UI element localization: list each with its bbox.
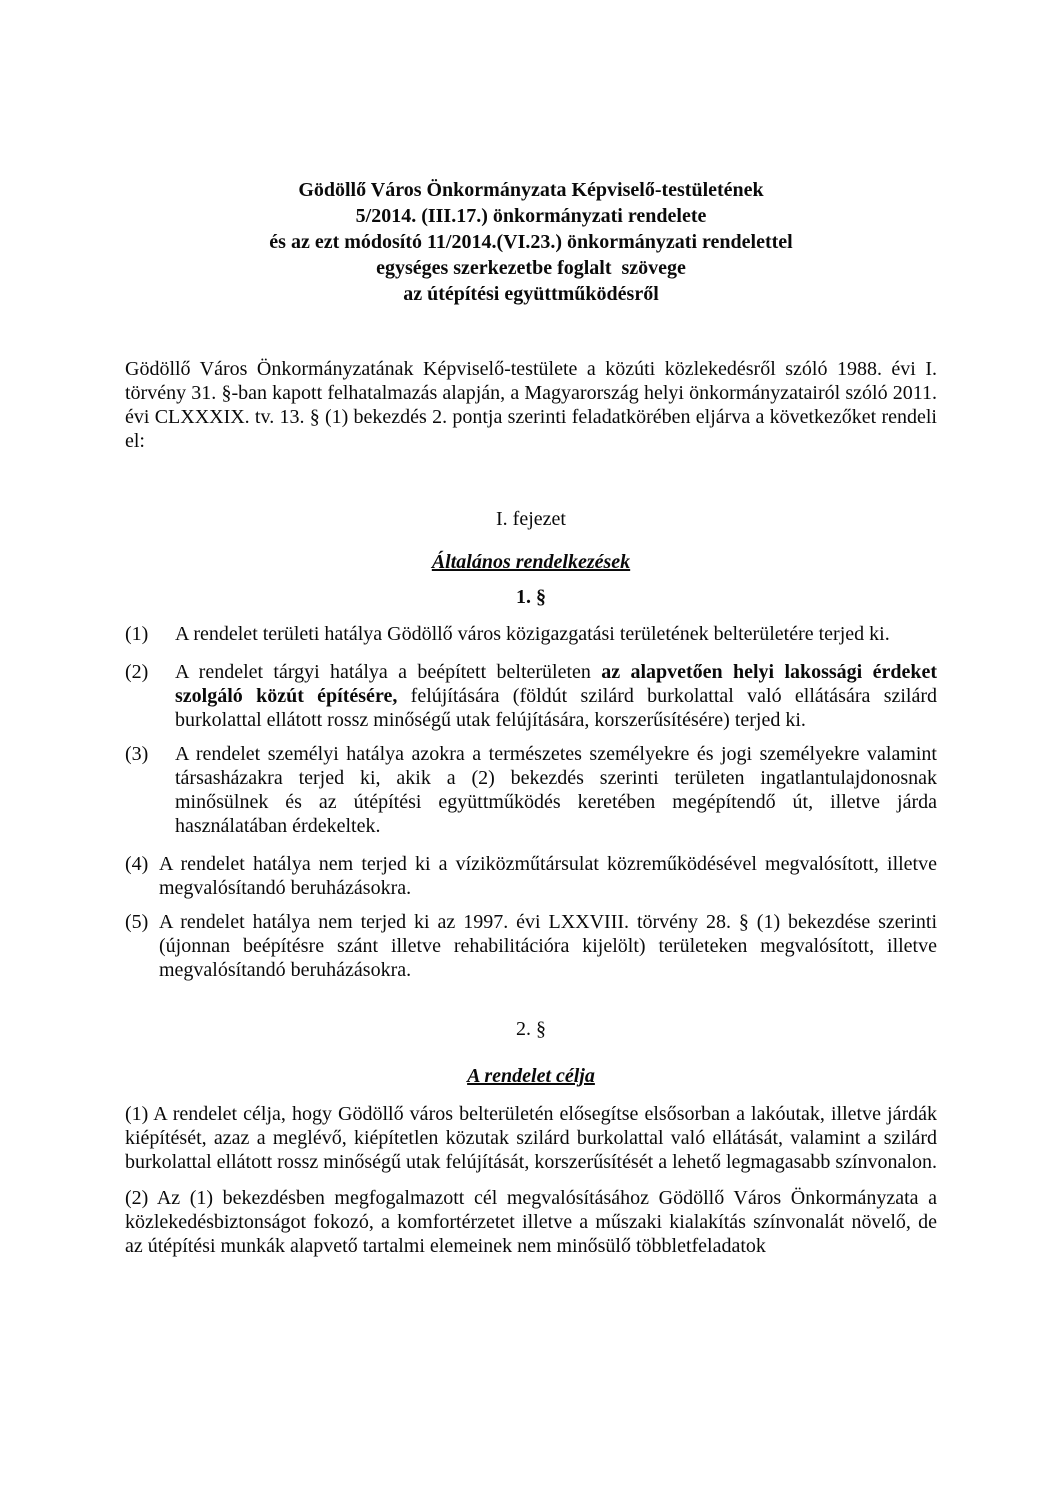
title-line-5: az útépítési együttműködésről <box>403 283 659 305</box>
item-text-bold: az alapvetően helyi lakossági érdeket szolgáló közút építésére, <box>175 661 937 707</box>
item-text-regular: felújítására (földút szilárd burkolattal való ellátására szilárd burkolattal ellátott rossz minőségű utak felújítására, korszerűsítésére) terjed ki. <box>175 685 938 731</box>
section-1-label: 1. § <box>516 586 546 608</box>
section2-paragraph-1: (1) A rendelet célja, hogy Gödöllő város belterületén elősegítse elsősorban a lakóutak, illetve járdák kiépítését, azaz a meglévő, kiépítetlen közutak szilárd burkolattal való ellátását, valamint a szilárd burkolattal ellátott rossz minőségű utak felújítását, korszerűsítését a lehető legmagasabb színvonalon. <box>125 1103 937 1173</box>
section1-item-1 <box>125 622 937 646</box>
section1-item-2 <box>125 660 937 732</box>
item-text: A rendelet hatálya nem terjed ki az 1997. évi LXXVIII. törvény 28. § (1) bekezdése szerinti (újonnan beépítésre szánt illetve rehabilitációra kijelölt) területeken megvalósított, illetve megvalósítandó beruházásokra. <box>159 911 937 981</box>
section1-item-4 <box>125 852 937 900</box>
preamble-paragraph: Gödöllő Város Önkormányzatának Képviselő-testülete a közúti közlekedésről szóló 1988. évi I. törvény 31. §-ban kapott felhatalmazás alapján, a Magyarország helyi önkormányzatairól szóló 2011. évi CLXXXIX. tv. 13. § (1) bekezdés 2. pontja szerinti feladatkörében eljárva a következőket rendeli el: <box>125 358 937 452</box>
chapter-heading: I. fejezet <box>496 508 566 530</box>
document-content <box>125 0 937 1258</box>
section2-paragraph-2: (2) Az (1) bekezdésben megfogalmazott cél megvalósításához Gödöllő Város Önkormányzata a közlekedésbiztonságot fokozó, a komfortérzetet illetve a műszaki kialakítás színvonalát növelő, de az útépítési munkák alapvető tartalmi elemeinek nem minősülő többletfeladatok <box>125 1187 937 1257</box>
item-number: (2) <box>125 661 149 683</box>
title-line-1: Gödöllő Város Önkormányzata Képviselő-testületének <box>298 179 764 201</box>
item-text: A rendelet hatálya nem terjed ki a víziközműtársulat közreműködésével megvalósított, illetve megvalósítandó beruházásokra. <box>159 853 937 899</box>
item-number: (3) <box>125 743 149 765</box>
title-line-3: és az ezt módosító 11/2014.(VI.23.) önkormányzati rendelettel <box>269 231 793 253</box>
item-text-regular: A rendelet tárgyi hatálya a beépített belterületen <box>175 661 602 683</box>
chapter-subheading: Általános rendelkezések <box>431 551 631 573</box>
item-text: A rendelet személyi hatálya azokra a természetes személyekre és jogi személyekre valamint társasházakra terjed ki, akik a (2) bekezdés szerinti területen ingatlantulajdonosnak minősülnek és az útépítési együttműködés keretében megépítendő út, illetve járda használatában érdekeltek. <box>175 743 937 837</box>
section1-item-3 <box>125 742 937 838</box>
item-number: (4) <box>125 853 149 875</box>
document-title <box>125 177 937 307</box>
title-line-2: 5/2014. (III.17.) önkormányzati rendelete <box>355 205 707 227</box>
title-line-4: egységes szerkezetbe foglalt szövege <box>376 257 686 279</box>
item-number: (1) <box>125 623 149 645</box>
item-number: (5) <box>125 911 149 933</box>
section-2-label: 2. § <box>516 1018 546 1040</box>
section1-item-5 <box>125 910 937 982</box>
item-text: A rendelet területi hatálya Gödöllő város közigazgatási területének belterületére terjed ki. <box>175 623 890 645</box>
section-2-subheading: A rendelet célja <box>467 1065 595 1087</box>
